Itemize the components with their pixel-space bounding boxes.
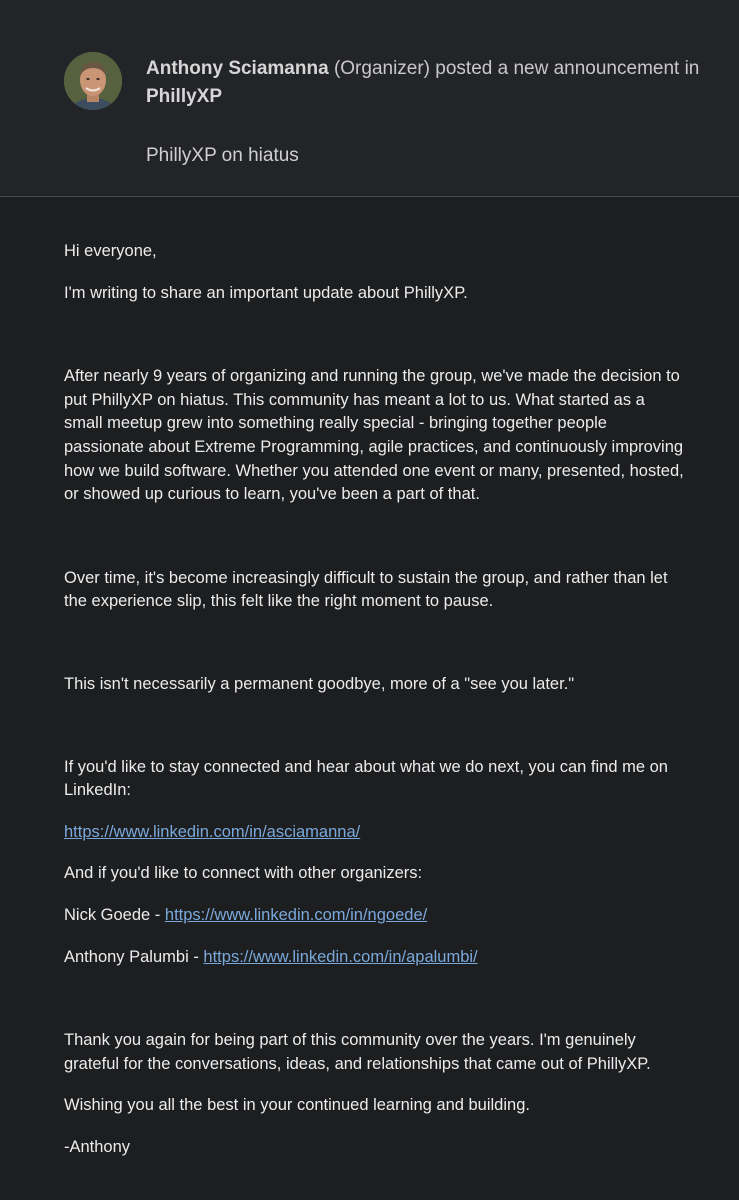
organizer-contact-name: Anthony Palumbi	[64, 947, 189, 966]
organizer-contact-name: Nick Goede	[64, 905, 151, 924]
anthony-palumbi-linkedin-link[interactable]: https://www.linkedin.com/in/apalumbi/	[203, 947, 478, 966]
intro-paragraph: I'm writing to share an important update about PhillyXP.	[64, 283, 468, 302]
organizer-contact-palumbi	[64, 946, 684, 970]
avatar-photo-icon	[64, 52, 122, 110]
signoff: -Anthony	[64, 1137, 131, 1156]
greeting: Hi everyone,	[64, 242, 157, 260]
thanks-paragraph: Thank you again for being part of this community over the years. I'm genuinely grateful for the conversations, ideas, and relationships that came out of PhillyXP.	[64, 1031, 651, 1073]
linkedin-intro: If you'd like to stay connected and hear about what we do next, you can find me on LinkedIn:	[64, 757, 668, 800]
organizer-name[interactable]: Anthony Sciamanna	[146, 58, 329, 79]
hiatus-paragraph: After nearly 9 years of organizing and running the group, we've made the decision to put PhillyXP on hiatus. This community has meant a lot to us. What started as a small meetup grew into something really special - bringing together people passionate about Extreme Programming, agile practices, and continuously improving how we build software. Whether you attended one event or many, presented, hosted, or showed up curious to learn, you've been a part of that.	[64, 367, 684, 504]
group-name[interactable]: PhillyXP	[146, 86, 223, 107]
organizer-role: (Organizer)	[333, 58, 431, 79]
announcement-header	[0, 0, 739, 197]
organizer-linkedin-link[interactable]: https://www.linkedin.com/in/asciamanna/	[64, 822, 361, 841]
other-organizers-intro: And if you'd like to connect with other organizers:	[64, 864, 423, 883]
announcement-byline	[146, 55, 706, 111]
announcement-body	[64, 240, 684, 1159]
goodbye-paragraph: This isn't necessarily a permanent goodbye, more of a "see you later."	[64, 674, 575, 693]
sustain-paragraph: Over time, it's become increasingly difficult to sustain the group, and rather than let the experience slip, this felt like the right moment to pause.	[64, 568, 668, 611]
organizer-contact-nick	[64, 904, 684, 928]
nick-goede-linkedin-link[interactable]: https://www.linkedin.com/in/ngoede/	[164, 905, 428, 924]
wishes-paragraph: Wishing you all the best in your continued learning and building.	[64, 1096, 530, 1115]
organizer-contact-separator: -	[188, 947, 204, 966]
organizer-contact-separator: -	[150, 905, 165, 924]
announcement-title[interactable]: PhillyXP on hiatus	[146, 145, 299, 166]
organizer-avatar[interactable]	[64, 52, 122, 110]
announcement-action: posted a new announcement in	[435, 58, 700, 79]
